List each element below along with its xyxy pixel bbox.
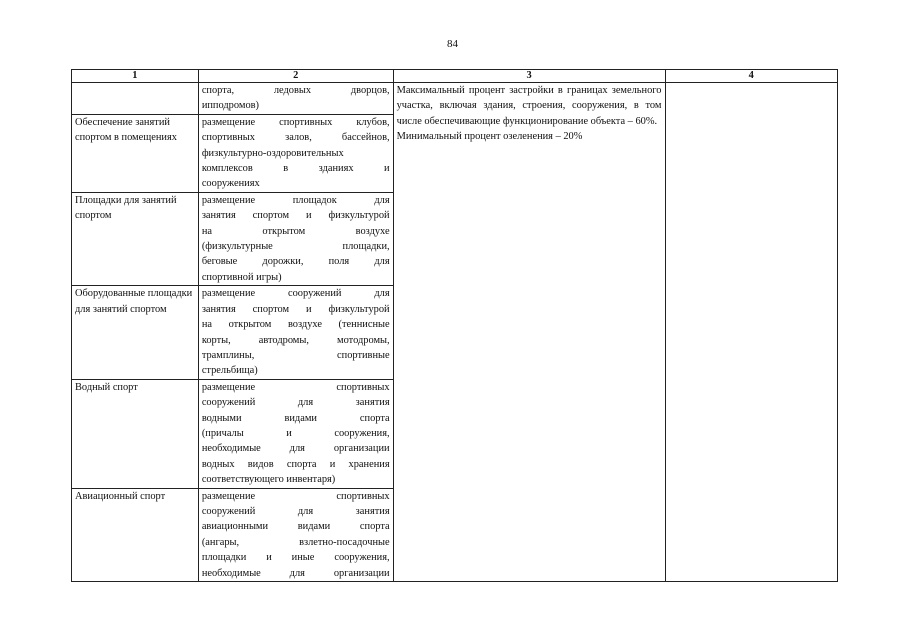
use-type-description xyxy=(198,488,393,581)
regulations-table xyxy=(71,69,838,582)
description-line: стрельбища) xyxy=(201,365,258,377)
description-line: на открытом воздухе (теннисные xyxy=(201,319,390,331)
description-line: соответствующего инвентаря) xyxy=(201,474,336,486)
description-line: (физкультурные площадки, xyxy=(201,241,390,253)
description-line: спорта, ледовых дворцов, xyxy=(201,85,390,96)
use-type-description xyxy=(198,379,393,488)
table-row xyxy=(72,83,838,115)
description-line: сооружений для занятия xyxy=(201,505,390,517)
use-type-description xyxy=(198,192,393,285)
use-type-description xyxy=(198,83,393,115)
max-building-percent-text: Максимальный процент застройки в границах земельного участка, включая здания, строения, сооружения, в том числе обеспечивающие функционирование объекта – 60%. xyxy=(396,85,662,127)
description-line: корты, автодромы, мотодромы, xyxy=(201,334,390,346)
description-line: комплексов в зданиях и xyxy=(201,163,390,175)
min-greenery-percent-text: Минимальный процент озеленения – 20% xyxy=(396,131,583,143)
description-line: размещение сооружений для xyxy=(201,288,390,300)
description-line: необходимые для организации xyxy=(201,443,390,455)
description-line: размещение площадок для xyxy=(201,194,390,206)
column-header: 4 xyxy=(665,70,838,83)
description-line: занятия спортом и физкультурой xyxy=(201,303,390,315)
description-line: водными видами спорта xyxy=(201,412,390,424)
description-line: сооружений для занятия xyxy=(201,397,390,409)
description-line: на открытом воздухе xyxy=(201,225,390,237)
description-line: водных видов спорта и хранения xyxy=(201,458,390,470)
parameters-cell xyxy=(393,83,665,582)
description-line: трамплины, спортивные xyxy=(201,349,390,361)
table-body xyxy=(72,83,838,582)
use-type-name: Площадки для занятий спортом xyxy=(72,192,199,285)
column-4-cell xyxy=(665,83,838,582)
column-header: 2 xyxy=(198,70,393,83)
description-line: площадки и иные сооружения, xyxy=(201,552,390,564)
column-header: 1 xyxy=(72,70,199,83)
description-line: размещение спортивных xyxy=(201,490,390,502)
description-line: спортивных залов, бассейнов, xyxy=(201,132,390,144)
column-header: 3 xyxy=(393,70,665,83)
use-type-description xyxy=(198,114,393,192)
description-line: (причалы и сооружения, xyxy=(201,427,390,439)
table-header-row xyxy=(72,70,838,83)
description-line: сооружениях xyxy=(201,178,260,190)
description-line: размещение спортивных xyxy=(201,381,390,393)
use-type-name: Авиационный спорт xyxy=(72,488,199,581)
use-type-name: Оборудованные площадки для занятий спортом xyxy=(72,286,199,379)
description-line: беговые дорожки, поля для xyxy=(201,256,390,268)
description-line: ипподромов) xyxy=(201,100,260,112)
use-type-name: Обеспечение занятий спортом в помещениях xyxy=(72,114,199,192)
use-type-name: Водный спорт xyxy=(72,379,199,488)
description-line: авиационными видами спорта xyxy=(201,521,390,533)
description-line: занятия спортом и физкультурой xyxy=(201,210,390,222)
use-type-description xyxy=(198,286,393,379)
description-line: (ангары, взлетно-посадочные xyxy=(201,536,390,548)
description-line: спортивной игры) xyxy=(201,271,282,283)
page-number: 84 xyxy=(447,38,458,50)
description-line: необходимые для организации xyxy=(201,567,390,579)
description-line: физкультурно-оздоровительных xyxy=(201,147,344,159)
description-line: размещение спортивных клубов, xyxy=(201,116,390,128)
use-type-name xyxy=(72,83,199,115)
